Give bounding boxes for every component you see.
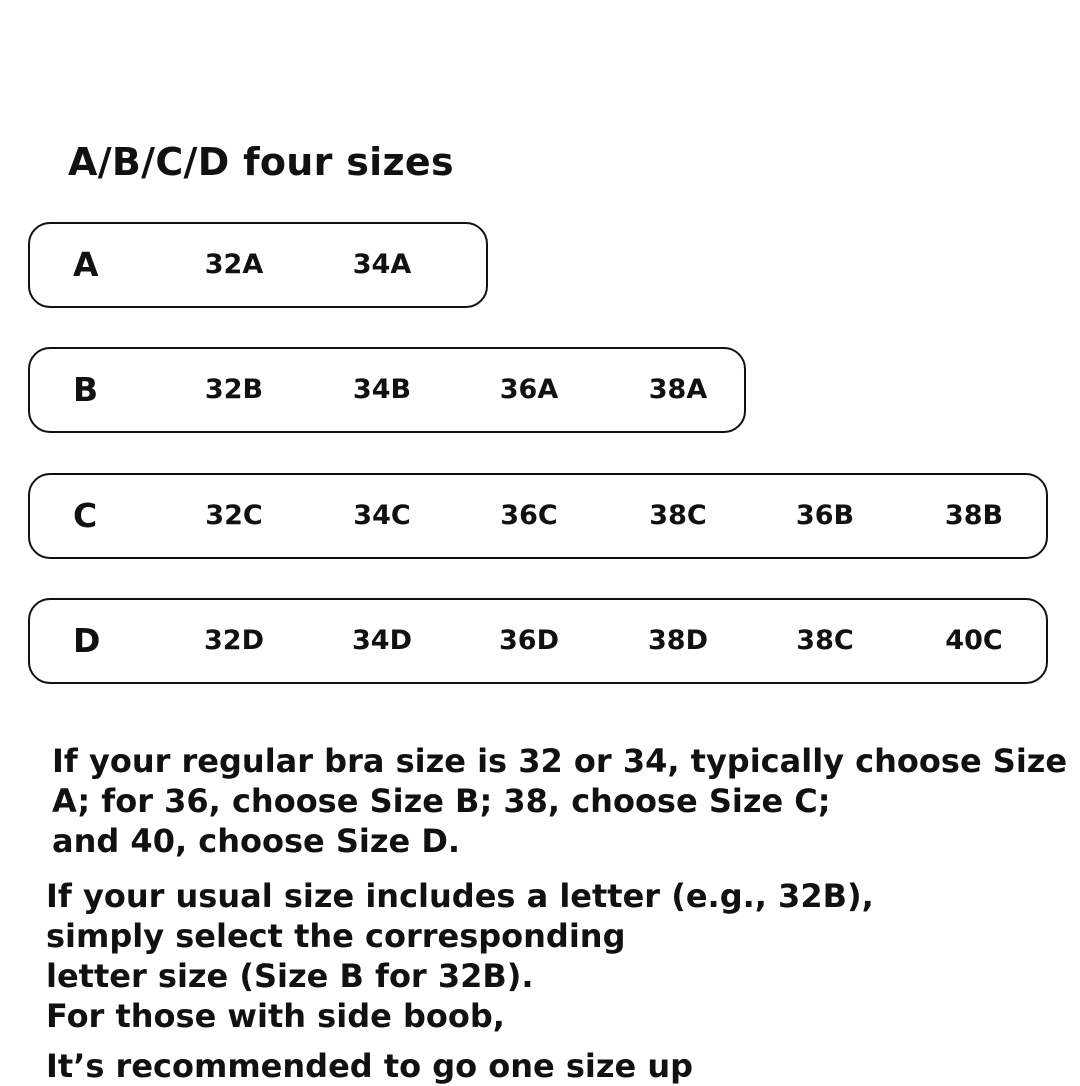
page-title: A/B/C/D four sizes [68,140,454,184]
size-cell: 32A [204,249,264,280]
size-cell: 38B [944,500,1004,531]
size-row-d [28,598,1048,684]
letter-size-paragraph [46,876,874,1086]
size-letter-c: C [73,496,98,535]
size-letter-a: A [73,245,99,284]
size-cell: 34C [353,500,411,531]
size-cell: 36C [500,500,558,531]
size-cell: 36D [499,625,559,656]
size-row-a [28,222,488,308]
size-letter-d: D [73,621,101,660]
instruction-line: If your regular bra size is 32 or 34, typically choose Size [52,742,1068,780]
instruction-line: If your usual size includes a letter (e.g., 32B), [46,877,874,915]
instruction-line: For those with side boob, [46,997,505,1035]
instruction-line: simply select the corresponding [46,917,626,955]
size-cell: 38D [648,625,708,656]
instruction-line: and 40, choose Size D. [52,822,461,860]
size-cell: 40C [945,625,1003,656]
size-cell: 34B [352,374,412,405]
size-letter-b: B [73,370,99,409]
size-cell: 38A [648,374,708,405]
size-cell: 36B [795,500,855,531]
instruction-line: letter size (Size B for 32B). [46,957,534,995]
size-row-b [28,347,746,433]
instruction-line: It’s recommended to go one size up [46,1047,694,1085]
size-cell: 34D [352,625,412,656]
size-cell: 34A [352,249,412,280]
size-cell: 32C [205,500,263,531]
size-cell: 32D [204,625,264,656]
instruction-line: A; for 36, choose Size B; 38, choose Size C; [52,782,831,820]
size-row-c [28,473,1048,559]
size-cell: 36A [499,374,559,405]
size-cell: 38C [796,625,854,656]
size-guide-paragraph [52,741,1067,861]
size-cell: 32B [204,374,264,405]
size-cell: 38C [649,500,707,531]
